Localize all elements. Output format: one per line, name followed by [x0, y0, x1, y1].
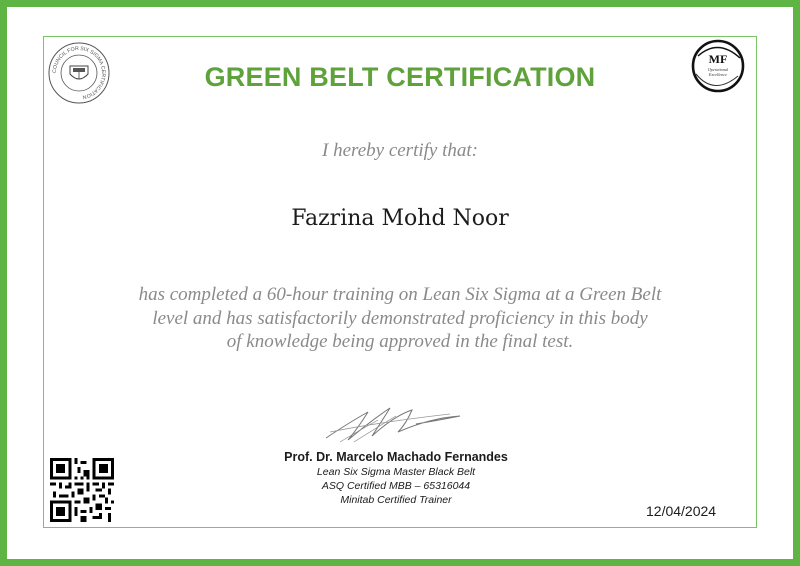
signer-credential: Lean Six Sigma Master Black Belt	[316, 466, 476, 478]
statement-line: of knowledge being approved in the final test.	[226, 331, 574, 352]
certificate-statement	[110, 283, 690, 354]
svg-text:MF: MF	[708, 52, 728, 66]
statement-line: level and has satisfactorily demonstrated proficiency in this body	[152, 307, 648, 329]
signer-credential: ASQ Certified MBB – 65316044	[321, 480, 471, 492]
certify-intro: I hereby certify that:	[322, 140, 478, 161]
statement-line: has completed a 60-hour training on Lean Six Sigma at a Green Belt	[138, 284, 662, 305]
svg-text:Excellence: Excellence	[708, 72, 728, 77]
recipient-name: Fazrina Mohd Noor	[291, 206, 509, 231]
svg-text:COUNCIL FOR SIX SIGMA CERTIFIC: COUNCIL FOR SIX SIGMA CERTIFICATION	[51, 45, 107, 100]
qr-code-icon[interactable]	[50, 458, 114, 522]
signature-image	[320, 402, 470, 444]
signer-name: Prof. Dr. Marcelo Machado Fernandes	[284, 450, 508, 464]
signer-credential: Minitab Certified Trainer	[340, 494, 452, 506]
svg-text:Operational: Operational	[707, 67, 729, 72]
issue-date: 12/04/2024	[646, 503, 717, 519]
certificate-title: GREEN BELT CERTIFICATION	[204, 62, 596, 92]
